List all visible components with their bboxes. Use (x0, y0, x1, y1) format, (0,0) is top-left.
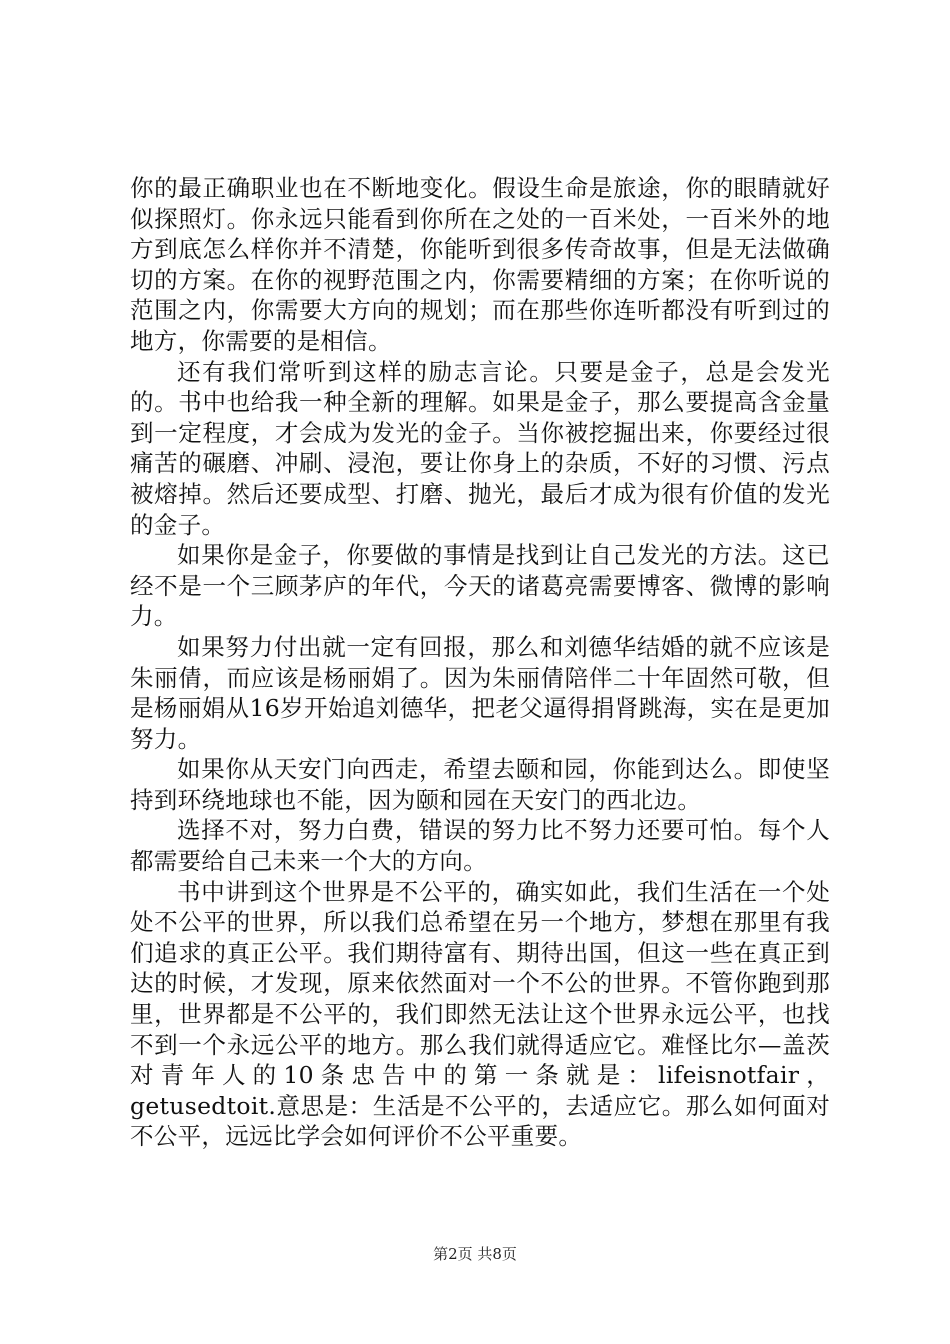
paragraph-5: 如果你从天安门向西走，希望去颐和园，你能到达么。即使坚持到环绕地球也不能，因为颐和园在天安门的西北边。 (130, 755, 830, 814)
paragraph-4: 如果努力付出就一定有回报，那么和刘德华结婚的就不应该是朱丽倩，而应该是杨丽娟了。因为朱丽倩陪伴二十年固然可敬，但是杨丽娟从16岁开始追刘德华，把老父逼得捐肾跳海，实在是更加努力。 (130, 632, 830, 753)
paragraph-6: 选择不对，努力白费，错误的努力比不努力还要可怕。每个人都需要给自己未来一个大的方向。 (130, 816, 830, 876)
paragraph-2: 还有我们常听到这样的励志言论。只要是金子，总是会发光的。书中也给我一种全新的理解。如果是金子，那么要提高含金量到一定程度，才会成为发光的金子。当你被挖掘出来，你要经过很痛苦的碾磨、冲刷、浸泡，要让你身上的杂质，不好的习惯、污点被熔掉。然后还要成型、打磨、抛光，最后才成为很有价值的发光的金子。 (130, 357, 830, 539)
paragraph-1: 你的最正确职业也在不断地变化。假设生命是旅途，你的眼睛就好似探照灯。你永远只能看到你所在之处的一百米处，一百米外的地方到底怎么样你并不清楚，你能听到很多传奇故事，但是无法做确切的方案。在你的视野范围之内，你需要精细的方案；在你听说的范围之内，你需要大方向的规划；而在那些你连听都没有听到过的地方，你需要的是相信。 (130, 174, 830, 355)
paragraph-3: 如果你是金子，你要做的事情是找到让自己发光的方法。这已经不是一个三顾茅庐的年代，今天的诸葛亮需要博客、微博的影响力。 (130, 541, 830, 631)
body-text (130, 173, 830, 1152)
paragraph-7: 书中讲到这个世界是不公平的，确实如此，我们生活在一个处处不公平的世界，所以我们总希望在另一个地方，梦想在那里有我们追求的真正公平。我们期待富有、期待出国，但这一些在真正到达的时候，才发现，原来依然面对一个不公的世界。不管你跑到那里，世界都是不公平的，我们即然无法让这个世界永远公平，也找不到一个永远公平的地方。那么我们就得适应它。难怪比尔—盖茨对青年人的10条忠告中的第一条就是：lifeisnotfair，getusedtoit.意思是：生活是不公平的，去适应它。那么如何面对不公平，远远比学会如何评价不公平重要。 (130, 877, 830, 1151)
page-indicator: 第2页 共8页 (433, 1245, 517, 1263)
page-footer (0, 1244, 950, 1264)
